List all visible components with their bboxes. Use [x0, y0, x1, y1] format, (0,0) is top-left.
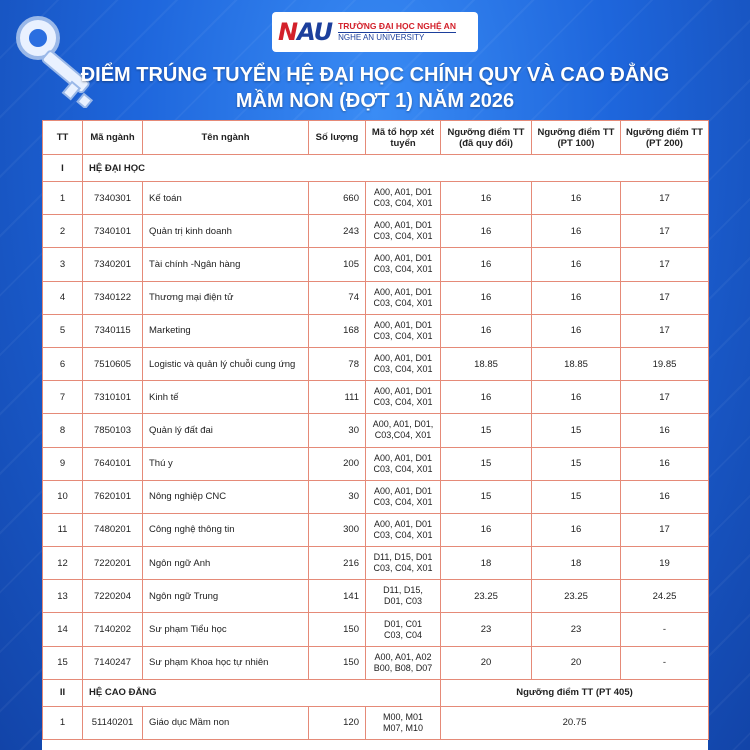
cell-threshold-pt200: 19 — [621, 547, 709, 580]
cell-threshold-converted: 23 — [441, 613, 532, 646]
cell-quota: 150 — [309, 646, 366, 679]
combo-line-1: A00, A01, A02 — [374, 651, 432, 662]
cell-threshold-converted: 16 — [441, 215, 532, 248]
cell-tt: 1 — [43, 706, 83, 739]
score-table — [42, 120, 709, 740]
section-label: HỆ ĐẠI HỌC — [83, 155, 709, 182]
header-name: Tên ngành — [143, 121, 309, 155]
cell-tt: 13 — [43, 580, 83, 613]
cell-threshold-pt200: 16 — [621, 447, 709, 480]
cell-threshold-pt200: 16 — [621, 414, 709, 447]
cell-code: 7480201 — [83, 513, 143, 546]
combo-line-2: C03, C04, X01 — [373, 264, 433, 275]
table-row — [43, 281, 709, 314]
cell-code: 7140247 — [83, 646, 143, 679]
logo-name-vi: TRƯỜNG ĐẠI HỌC NGHỆ AN — [338, 21, 456, 32]
cell-name: Quản lý đất đai — [143, 414, 309, 447]
cell-tt: 11 — [43, 513, 83, 546]
cell-threshold-pt200: - — [621, 613, 709, 646]
combo-line-2: M07, M10 — [382, 722, 424, 733]
cell-threshold-pt200: 16 — [621, 480, 709, 513]
cell-threshold-pt200: 17 — [621, 314, 709, 347]
combo-line-2: C03, C04, X01 — [373, 463, 433, 474]
combo-line-1: D01, C01 — [383, 618, 423, 629]
cell-combo — [366, 182, 441, 215]
cell-combo — [366, 248, 441, 281]
cell-name: Marketing — [143, 314, 309, 347]
cell-threshold-pt100: 16 — [532, 215, 621, 248]
cell-combo — [366, 447, 441, 480]
table-row — [43, 381, 709, 414]
cell-tt: 3 — [43, 248, 83, 281]
logo-mark — [278, 18, 332, 46]
header-code: Mã ngành — [83, 121, 143, 155]
score-table-panel — [42, 120, 708, 750]
cell-quota: 141 — [309, 580, 366, 613]
cell-combo — [366, 347, 441, 380]
cell-code: 7220204 — [83, 580, 143, 613]
combo-line-1: A00, A01, D01 — [373, 187, 433, 198]
cell-name: Thương mại điện tử — [143, 281, 309, 314]
combo-line-1: A00, A01, D01 — [373, 386, 433, 397]
combo-line-1: M00, M01 — [382, 711, 424, 722]
cell-tt: 4 — [43, 281, 83, 314]
table-row — [43, 314, 709, 347]
cell-name: Kế toán — [143, 182, 309, 215]
section-row-college — [43, 679, 709, 706]
cell-tt: 8 — [43, 414, 83, 447]
cell-threshold-converted: 18 — [441, 547, 532, 580]
cell-threshold-converted: 16 — [441, 513, 532, 546]
cell-code: 7140202 — [83, 613, 143, 646]
cell-combo — [366, 215, 441, 248]
table-row — [43, 706, 709, 739]
cell-quota: 120 — [309, 706, 366, 739]
cell-code: 7510605 — [83, 347, 143, 380]
cell-score: 20.75 — [441, 706, 709, 739]
cell-threshold-converted: 15 — [441, 480, 532, 513]
cell-combo — [366, 513, 441, 546]
cell-quota: 30 — [309, 414, 366, 447]
cell-threshold-pt100: 16 — [532, 182, 621, 215]
cell-threshold-pt100: 23.25 — [532, 580, 621, 613]
combo-line-2: C03,C04, X01 — [374, 430, 432, 441]
cell-name: Sư phạm Khoa học tự nhiên — [143, 646, 309, 679]
combo-line-2: C03, C04, X01 — [373, 397, 433, 408]
cell-name: Thú y — [143, 447, 309, 480]
header-threshold-pt200: Ngưỡng điểm TT (PT 200) — [621, 121, 709, 155]
title-line-2: MẦM NON (ĐỢT 1) NĂM 2026 — [235, 90, 515, 112]
cell-code: 7310101 — [83, 381, 143, 414]
cell-quota: 168 — [309, 314, 366, 347]
combo-line-1: A00, A01, D01 — [373, 286, 433, 297]
cell-threshold-converted: 16 — [441, 281, 532, 314]
section-roman: II — [43, 679, 83, 706]
combo-line-1: A00, A01, D01 — [373, 485, 433, 496]
cell-tt: 12 — [43, 547, 83, 580]
cell-threshold-pt100: 20 — [532, 646, 621, 679]
header-threshold-converted: Ngưỡng điểm TT (đã quy đổi) — [441, 121, 532, 155]
cell-threshold-pt200: 17 — [621, 281, 709, 314]
cell-name: Sư phạm Tiểu học — [143, 613, 309, 646]
cell-tt: 2 — [43, 215, 83, 248]
cell-name: Kinh tế — [143, 381, 309, 414]
cell-threshold-pt200: 17 — [621, 381, 709, 414]
cell-quota: 300 — [309, 513, 366, 546]
cell-tt: 6 — [43, 347, 83, 380]
cell-threshold-pt200: 19.85 — [621, 347, 709, 380]
combo-line-1: A00, A01, D01 — [373, 220, 433, 231]
cell-threshold-pt100: 16 — [532, 248, 621, 281]
combo-line-1: A00, A01, D01 — [373, 319, 433, 330]
cell-threshold-converted: 16 — [441, 248, 532, 281]
cell-name: Ngôn ngữ Anh — [143, 547, 309, 580]
header-tt: TT — [43, 121, 83, 155]
cell-code: 7340115 — [83, 314, 143, 347]
section-roman: I — [43, 155, 83, 182]
cell-code: 51140201 — [83, 706, 143, 739]
table-row — [43, 447, 709, 480]
university-logo — [272, 12, 478, 52]
cell-threshold-pt100: 23 — [532, 613, 621, 646]
logo-text — [338, 22, 456, 42]
cell-quota: 30 — [309, 480, 366, 513]
cell-threshold-pt100: 15 — [532, 447, 621, 480]
cell-threshold-pt100: 18 — [532, 547, 621, 580]
table-header-row — [43, 121, 709, 155]
combo-line-2: C03, C04, X01 — [373, 330, 433, 341]
combo-line-2: C03, C04, X01 — [373, 297, 433, 308]
header-threshold-pt100: Ngưỡng điểm TT (PT 100) — [532, 121, 621, 155]
cell-combo — [366, 314, 441, 347]
combo-line-2: C03, C04, X01 — [373, 496, 433, 507]
combo-line-1: A00, A01, D01 — [373, 452, 433, 463]
table-row — [43, 547, 709, 580]
cell-name: Giáo dục Mầm non — [143, 706, 309, 739]
cell-code: 7340122 — [83, 281, 143, 314]
cell-threshold-pt100: 16 — [532, 281, 621, 314]
cell-name: Logistic và quản lý chuỗi cung ứng — [143, 347, 309, 380]
combo-line-1: D11, D15, — [383, 585, 423, 596]
combo-line-1: A00, A01, D01 — [373, 253, 433, 264]
page-title — [60, 62, 690, 114]
cell-threshold-pt100: 16 — [532, 513, 621, 546]
cell-threshold-pt200: 17 — [621, 513, 709, 546]
cell-quota: 78 — [309, 347, 366, 380]
cell-threshold-pt100: 16 — [532, 314, 621, 347]
cell-quota: 200 — [309, 447, 366, 480]
header-combo: Mã tổ hợp xét tuyển — [366, 121, 441, 155]
table-row — [43, 513, 709, 546]
cell-combo — [366, 613, 441, 646]
cell-threshold-pt200: 17 — [621, 182, 709, 215]
combo-line-1: D11, D15, D01 — [373, 552, 433, 563]
cell-combo — [366, 381, 441, 414]
cell-threshold-pt100: 18.85 — [532, 347, 621, 380]
cell-tt: 10 — [43, 480, 83, 513]
cell-combo — [366, 646, 441, 679]
cell-code: 7640101 — [83, 447, 143, 480]
cell-quota: 216 — [309, 547, 366, 580]
cell-threshold-pt100: 16 — [532, 381, 621, 414]
cell-threshold-pt200: 24.25 — [621, 580, 709, 613]
cell-tt: 5 — [43, 314, 83, 347]
combo-line-1: A00, A01, D01 — [373, 353, 433, 364]
cell-combo — [366, 414, 441, 447]
cell-code: 7850103 — [83, 414, 143, 447]
combo-line-1: A00, A01, D01 — [373, 518, 433, 529]
table-row — [43, 414, 709, 447]
logo-mark-au: AU — [297, 18, 333, 46]
header-quota: Số lượng — [309, 121, 366, 155]
cell-combo — [366, 547, 441, 580]
cell-quota: 105 — [309, 248, 366, 281]
combo-line-2: C03, C04, X01 — [373, 364, 433, 375]
cell-name: Quản trị kinh doanh — [143, 215, 309, 248]
combo-line-2: B00, B08, D07 — [373, 662, 433, 673]
combo-line-1: A00, A01, D01, — [372, 419, 434, 430]
table-row — [43, 182, 709, 215]
cell-name: Ngôn ngữ Trung — [143, 580, 309, 613]
cell-quota: 111 — [309, 381, 366, 414]
cell-combo — [366, 580, 441, 613]
cell-threshold-converted: 23.25 — [441, 580, 532, 613]
table-row — [43, 215, 709, 248]
combo-line-2: C03, C04, X01 — [373, 198, 433, 209]
section-row-university — [43, 155, 709, 182]
cell-combo — [366, 281, 441, 314]
cell-threshold-converted: 16 — [441, 182, 532, 215]
combo-line-2: C03, C04, X01 — [373, 563, 433, 574]
table-row — [43, 646, 709, 679]
cell-tt: 9 — [43, 447, 83, 480]
cell-code: 7340201 — [83, 248, 143, 281]
cell-threshold-pt200: - — [621, 646, 709, 679]
cell-code: 7220201 — [83, 547, 143, 580]
table-row — [43, 248, 709, 281]
table-row — [43, 347, 709, 380]
combo-line-2: C03, C04, X01 — [373, 529, 433, 540]
cell-quota: 243 — [309, 215, 366, 248]
cell-quota: 74 — [309, 281, 366, 314]
section-label: HỆ CAO ĐẲNG — [83, 679, 441, 706]
title-line-1: ĐIỂM TRÚNG TUYỂN HỆ ĐẠI HỌC CHÍNH QUY VÀ CAO ĐẲNG — [80, 64, 670, 86]
cell-quota: 150 — [309, 613, 366, 646]
cell-threshold-converted: 16 — [441, 381, 532, 414]
cell-tt: 7 — [43, 381, 83, 414]
cell-threshold-converted: 20 — [441, 646, 532, 679]
combo-line-2: C03, C04, X01 — [373, 231, 433, 242]
logo-name-en: NGHE AN UNIVERSITY — [338, 32, 456, 42]
cell-tt: 1 — [43, 182, 83, 215]
cell-threshold-converted: 16 — [441, 314, 532, 347]
cell-name: Tài chính -Ngân hàng — [143, 248, 309, 281]
cell-threshold-pt200: 17 — [621, 248, 709, 281]
cell-tt: 15 — [43, 646, 83, 679]
table-row — [43, 613, 709, 646]
cell-code: 7340101 — [83, 215, 143, 248]
table-row — [43, 480, 709, 513]
table-row — [43, 580, 709, 613]
cell-name: Nông nghiệp CNC — [143, 480, 309, 513]
cell-threshold-pt100: 15 — [532, 414, 621, 447]
cell-threshold-pt100: 15 — [532, 480, 621, 513]
logo-mark-n: N — [278, 18, 298, 46]
cell-combo — [366, 706, 441, 739]
cell-code: 7340301 — [83, 182, 143, 215]
combo-line-2: C03, C04 — [383, 629, 423, 640]
cell-threshold-converted: 18.85 — [441, 347, 532, 380]
cell-threshold-converted: 15 — [441, 414, 532, 447]
cell-threshold-pt200: 17 — [621, 215, 709, 248]
cell-combo — [366, 480, 441, 513]
cell-tt: 14 — [43, 613, 83, 646]
combo-line-2: D01, C03 — [383, 596, 423, 607]
cell-name: Công nghệ thông tin — [143, 513, 309, 546]
cell-quota: 660 — [309, 182, 366, 215]
cell-threshold-converted: 15 — [441, 447, 532, 480]
cell-code: 7620101 — [83, 480, 143, 513]
section-threshold-label: Ngưỡng điểm TT (PT 405) — [441, 679, 709, 706]
